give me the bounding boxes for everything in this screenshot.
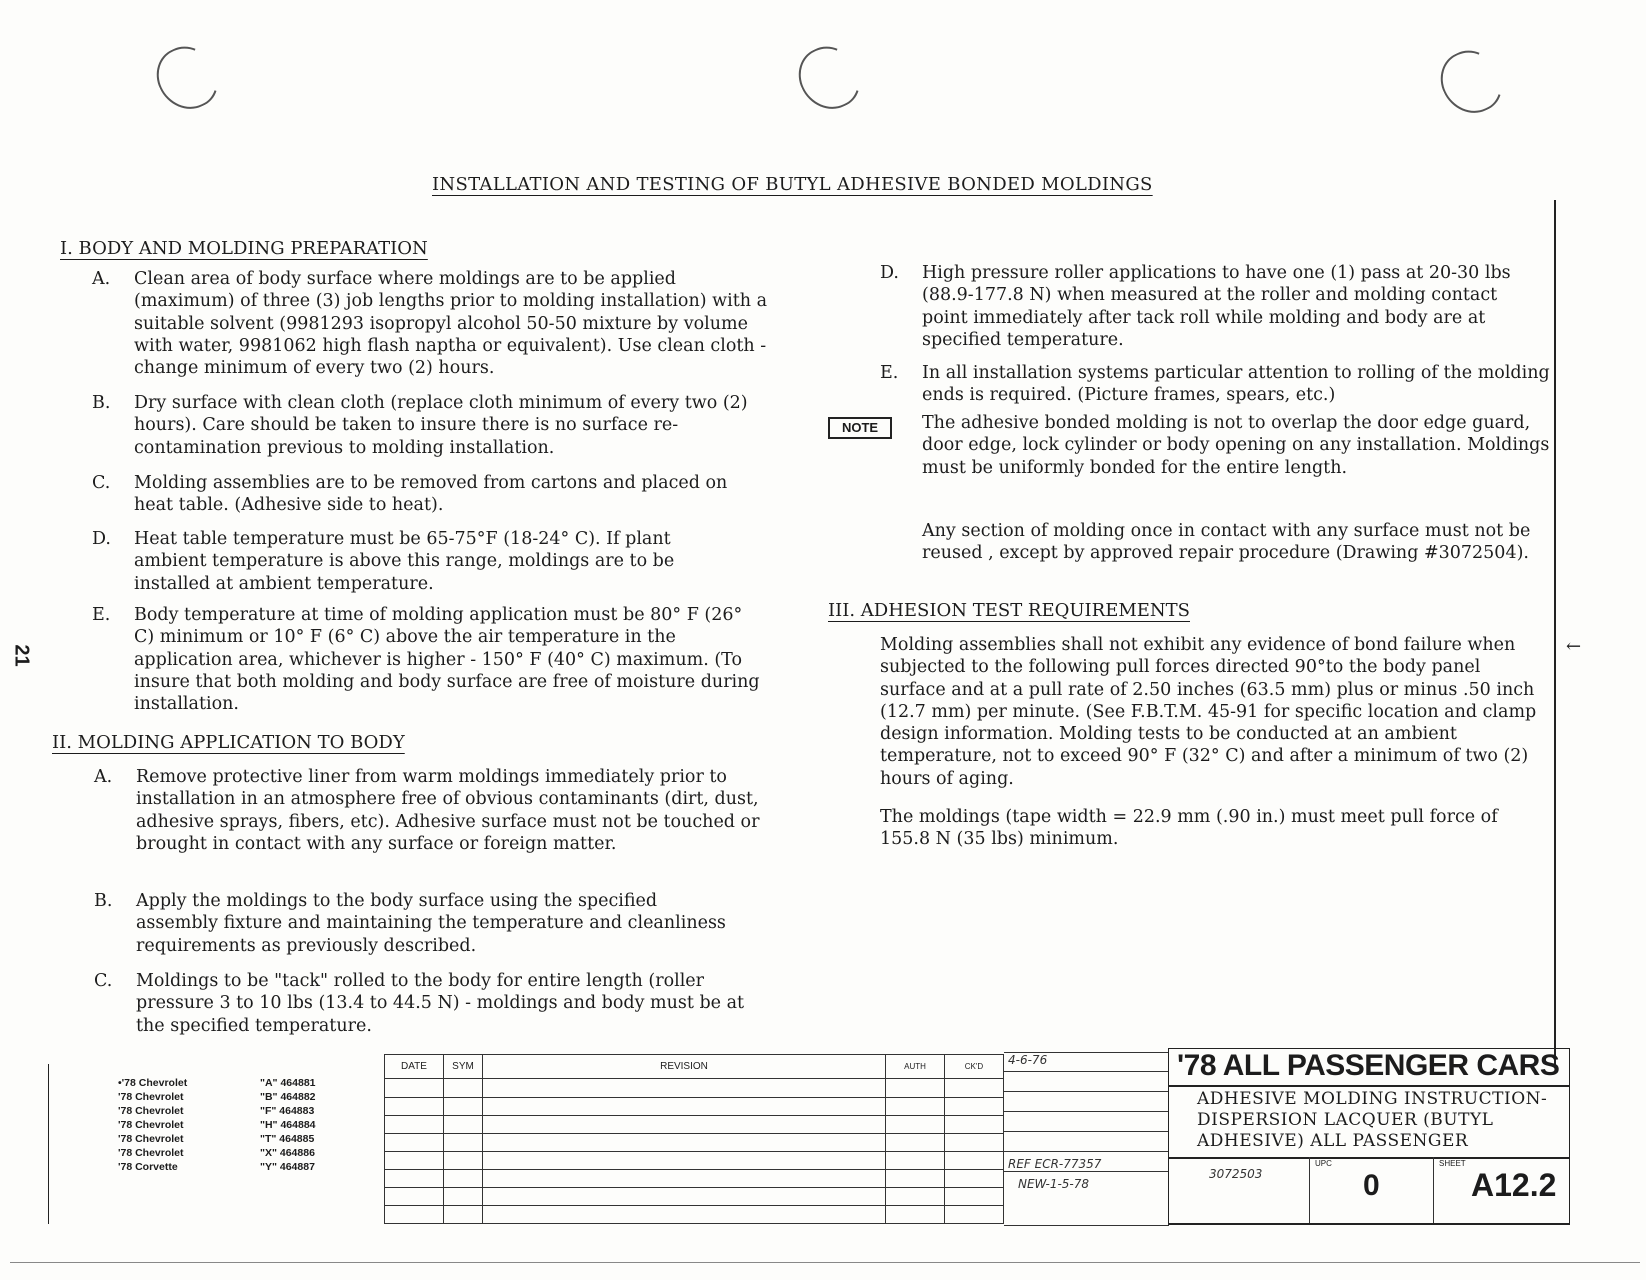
ref-number: REF ECR-77357 — [1008, 1157, 1102, 1171]
table-row — [385, 1115, 1004, 1133]
upc-label: UPC — [1315, 1159, 1332, 1168]
list-item: C. Molding assemblies are to be removed from cartons and placed on heat table. (Adhesive side to heat). — [92, 473, 728, 516]
list-item: B. Dry surface with clean cloth (replace cloth minimum of every two (2) hours). Care should be taken to insure there is no surface re-contamination previous to molding installation. — [92, 393, 748, 458]
table-row — [385, 1169, 1004, 1187]
new-date: NEW-1-5-78 — [1018, 1177, 1090, 1191]
list-item: '78 Chevrolet "T" 464885 — [118, 1133, 315, 1145]
bottom-rule — [10, 1262, 1640, 1263]
list-item: E. Body temperature at time of molding application must be 80° F (26° C) minimum or 10° F (6° C) above the air temperature in the application area, whichever is higher - 150° F (40° C) maximum. (To insure that both molding and body surface are free of moisture during installation. — [92, 605, 760, 715]
approval-block — [1004, 1052, 1169, 1226]
list-item: E. In all installation systems particular attention to rolling of the molding ends is required. (Picture frames, spears, etc.) — [880, 363, 1550, 406]
list-item: B. Apply the moldings to the body surface using the specified assembly fixture and maintaining the temperature and cleanliness requirements as previously described. — [94, 891, 726, 956]
drawing-number: 3072503 — [1209, 1167, 1263, 1181]
table-row — [385, 1205, 1004, 1223]
approval-date: 4-6-76 — [1008, 1053, 1048, 1067]
table-row — [385, 1151, 1004, 1169]
revision-arrow-icon: ← — [1566, 636, 1582, 657]
table-row — [385, 1097, 1004, 1115]
test-requirements-paragraph: Molding assemblies shall not exhibit any evidence of bond failure when subjected to the following pull forces directed 90°to the body panel surface and at a pull rate of 2.50 inches (63.5 mm) plus or minus .50 inch (12.7 mm) per minute. (See F.B.T.M. 45-91 for specific location and clamp design information. Molding tests to be conducted at an ambient temperature, not to exceed 90° F (32° C) and after a minimum of two (2) hours of aging. — [880, 635, 1537, 789]
title-description: ADHESIVE MOLDING INSTRUCTION-DISPERSION LACQUER (BUTYL ADHESIVE) ALL PASSENGER — [1197, 1089, 1548, 1151]
note-text: The adhesive bonded molding is not to overlap the door edge guard, door edge, lock cylinder or body opening on any installation. Moldings must be uniformly bonded for the entire length. — [922, 413, 1550, 478]
binder-hole — [789, 37, 869, 120]
binder-hole — [1431, 41, 1511, 124]
sheet-label: SHEET — [1439, 1159, 1466, 1168]
table-header: DATE — [385, 1055, 444, 1079]
note-label: NOTE — [828, 417, 892, 439]
page-title: INSTALLATION AND TESTING OF BUTYL ADHESIVE BONDED MOLDINGS — [432, 174, 1153, 195]
list-item: A. Remove protective liner from warm moldings immediately prior to installation in an atmosphere free of obvious contaminants (dirt, dust, adhesive sprays, fibers, etc). Adhesive surface must not be touched or brought in contact with any surface or foreign matter. — [94, 767, 760, 854]
binder-hole — [147, 37, 227, 120]
table-row — [385, 1187, 1004, 1205]
list-item: A. Clean area of body surface where moldings are to be applied (maximum) of three (3) job lengths prior to molding installation) with a suitable solvent (9981293 isopropyl alcohol 50-50 mixture by volume with water, 9981062 high flash naptha or equivalent). Use clean cloth - change minimum of every two (2) hours. — [92, 269, 768, 379]
list-item: '78 Corvette "Y" 464887 — [118, 1161, 315, 1173]
list-item: D. High pressure roller applications to have one (1) pass at 20-30 lbs (88.9-177.8 N) when measured at the roller and molding contact point immediately after tack roll while molding and body are at specified temperature. — [880, 263, 1511, 350]
margin-rule — [1554, 200, 1556, 1066]
sheet-value: A12.2 — [1471, 1167, 1557, 1203]
list-item: '78 Chevrolet "X" 464886 — [118, 1147, 315, 1159]
margin-rule — [48, 1064, 49, 1224]
list-item: '78 Chevrolet "B" 464882 — [118, 1091, 316, 1103]
list-item: •'78 Chevrolet "A" 464881 — [118, 1077, 316, 1089]
list-item: '78 Chevrolet "H" 464884 — [118, 1119, 316, 1131]
section-heading-3: III. ADHESION TEST REQUIREMENTS — [828, 600, 1190, 621]
section-heading-1: I. BODY AND MOLDING PREPARATION — [60, 238, 428, 259]
pull-force-paragraph: The moldings (tape width = 22.9 mm (.90 in.) must meet pull force of 155.8 N (35 lbs) minimum. — [880, 807, 1498, 850]
table-row — [385, 1079, 1004, 1097]
table-header: REVISION — [483, 1055, 886, 1079]
table-header: AUTH — [886, 1055, 945, 1079]
table-header: SYM — [444, 1055, 483, 1079]
list-item: D. Heat table temperature must be 65-75°F (18-24° C). If plant ambient temperature is above this range, moldings are to be installed at ambient temperature. — [92, 529, 675, 594]
model-list — [118, 1076, 316, 1174]
list-item: '78 Chevrolet "F" 464883 — [118, 1105, 315, 1117]
title-block — [1168, 1048, 1570, 1225]
list-item: C. Moldings to be "tack" rolled to the body for entire length (roller pressure 3 to 10 lbs (13.4 to 44.5 N) - moldings and body must be at the specified temperature. — [94, 971, 745, 1036]
table-row — [385, 1133, 1004, 1151]
title-banner: '78 ALL PASSENGER CARS — [1177, 1049, 1560, 1082]
section-heading-2: II. MOLDING APPLICATION TO BODY — [52, 732, 405, 753]
table-header: CK'D — [945, 1055, 1004, 1079]
upc-value: 0 — [1363, 1169, 1380, 1202]
revision-table — [384, 1054, 1004, 1224]
page-number: 21 — [10, 644, 33, 667]
note-text-2: Any section of molding once in contact with any surface must not be reused , except by approved repair procedure (Drawing #3072504). — [922, 521, 1531, 564]
